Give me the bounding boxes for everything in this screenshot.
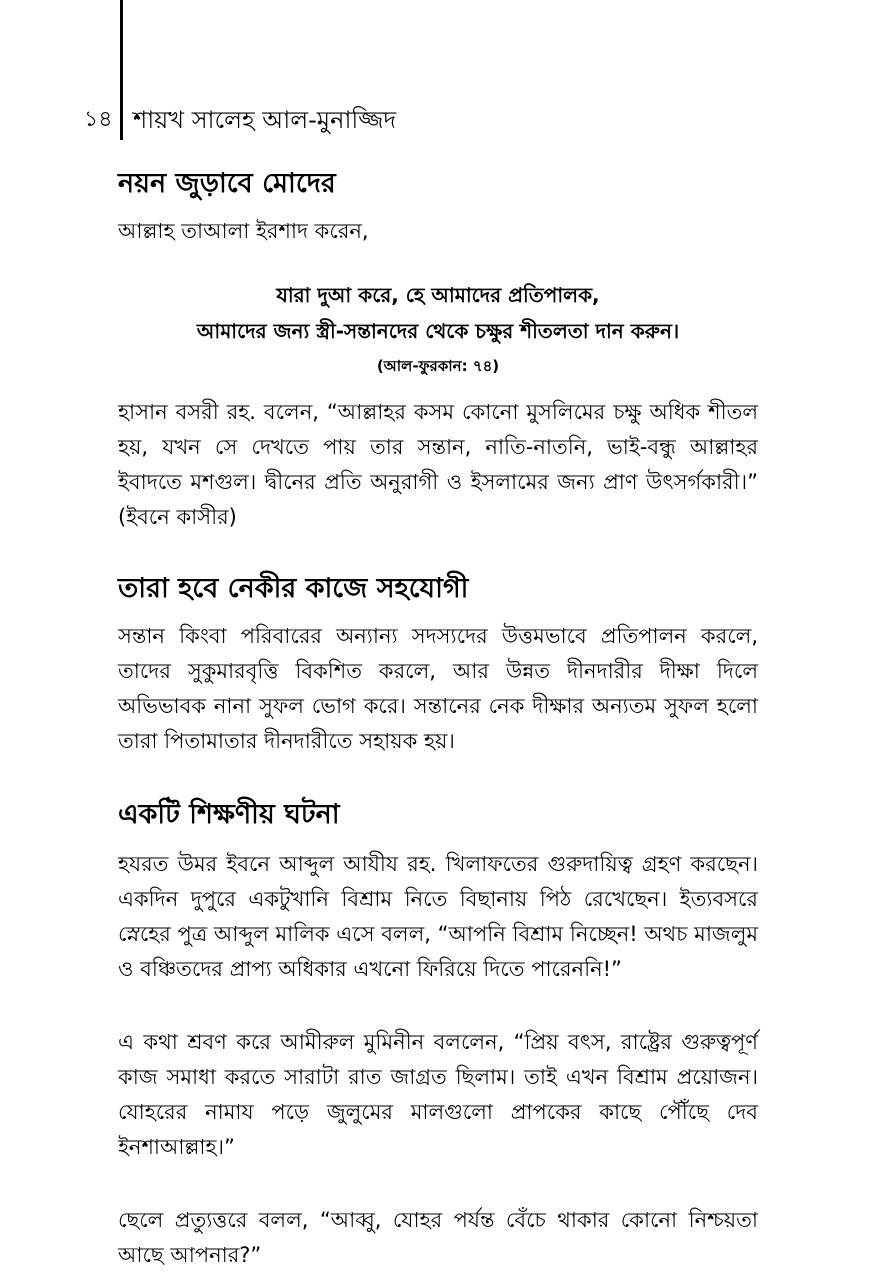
quote-line: আমাদের জন্য স্ত্রী-সন্তানদের থেকে চক্ষুর শীতলতা দান করুন। [196, 319, 680, 343]
section-eyes-coolness [118, 160, 758, 535]
body-paragraph: হাসান বসরী রহ. বলেন, “আল্লাহর কসম কোনো মুসলিমের চক্ষু অধিক শীতল হয়, যখন সে দেখতে পায় তার সন্তান, নাতি-নাতনি, ভাই-বন্ধু আল্লাহর ইবাদতে মশগুল। দ্বীনের প্রতি অনুরাগী ও ইসলামের জন্য প্রাণ উৎসর্গকারী।” (ইবনে কাসীর) [118, 400, 758, 529]
section-heading: নয়ন জুড়াবে মোদের [118, 168, 336, 199]
quote-reference: (আল-ফুরকান: ৭৪) [376, 357, 500, 375]
page-body [118, 160, 758, 1273]
quote-intro: আল্লাহ তাআলা ইরশাদ করেন, [118, 219, 369, 243]
quran-quote [118, 277, 758, 381]
section-helpers-in-good [118, 565, 758, 759]
section-instructive-incident [118, 791, 758, 1273]
section-heading: তারা হবে নেকীর কাজে সহযোগী [118, 573, 469, 604]
section-heading: একটি শিক্ষণীয় ঘটনা [118, 799, 340, 830]
body-paragraph: ছেলে প্রত্যুত্তরে বলল, “আব্বু, যোহর পর্যন্ত বেঁচে থাকার কোনো নিশ্চয়তা আছে আপনার?” [118, 1208, 758, 1267]
page-number: ১৪ [84, 107, 113, 132]
header-divider-line [120, 0, 123, 140]
body-paragraph: এ কথা শ্রবণ করে আমীরুল মুমিনীন বললেন, “প্রিয় বৎস, রাষ্ট্রের গুরুত্বপূর্ণ কাজ সমাধা করতে সারাটা রাত জাগ্রত ছিলাম। তাই এখন বিশ্রাম প্রয়োজন। যোহরের নামায পড়ে জুলুমের মালগুলো প্রাপকের কাছে পৌঁছে দেব ইনশাআল্লাহ।” [118, 1030, 758, 1159]
running-head-author: শায়খ সালেহ আল-মুনাজ্জিদ [133, 106, 397, 134]
body-paragraph: হযরত উমর ইবনে আব্দুল আযীয রহ. খিলাফতের গুরুদায়িত্ব গ্রহণ করছেন। একদিন দুপুরে একটুখানি বিশ্রাম নিতে বিছানায় পিঠ রেখেছেন। ইত্যবসরে স্নেহের পুত্র আব্দুল মালিক এসে বলল, “আপনি বিশ্রাম নিচ্ছেন! অথচ মাজলুম ও বঞ্চিতদের প্রাপ্য অধিকার এখনো ফিরিয়ে দিতে পারেননি!” [118, 852, 758, 981]
body-paragraph: সন্তান কিংবা পরিবারের অন্যান্য সদস্যদের উত্তমভাবে প্রতিপালন করলে, তাদের সুকুমারবৃত্তি বিকশিত করলে, আর উন্নত দীনদারীর দীক্ষা দিলে অভিভাবক নানা সুফল ভোগ করে। সন্তানের নেক দীক্ষার অন্যতম সুফল হলো তারা পিতামাতার দীনদারীতে সহায়ক হয়। [118, 624, 758, 753]
quote-line: যারা দুআ করে, হে আমাদের প্রতিপালক, [276, 283, 600, 307]
